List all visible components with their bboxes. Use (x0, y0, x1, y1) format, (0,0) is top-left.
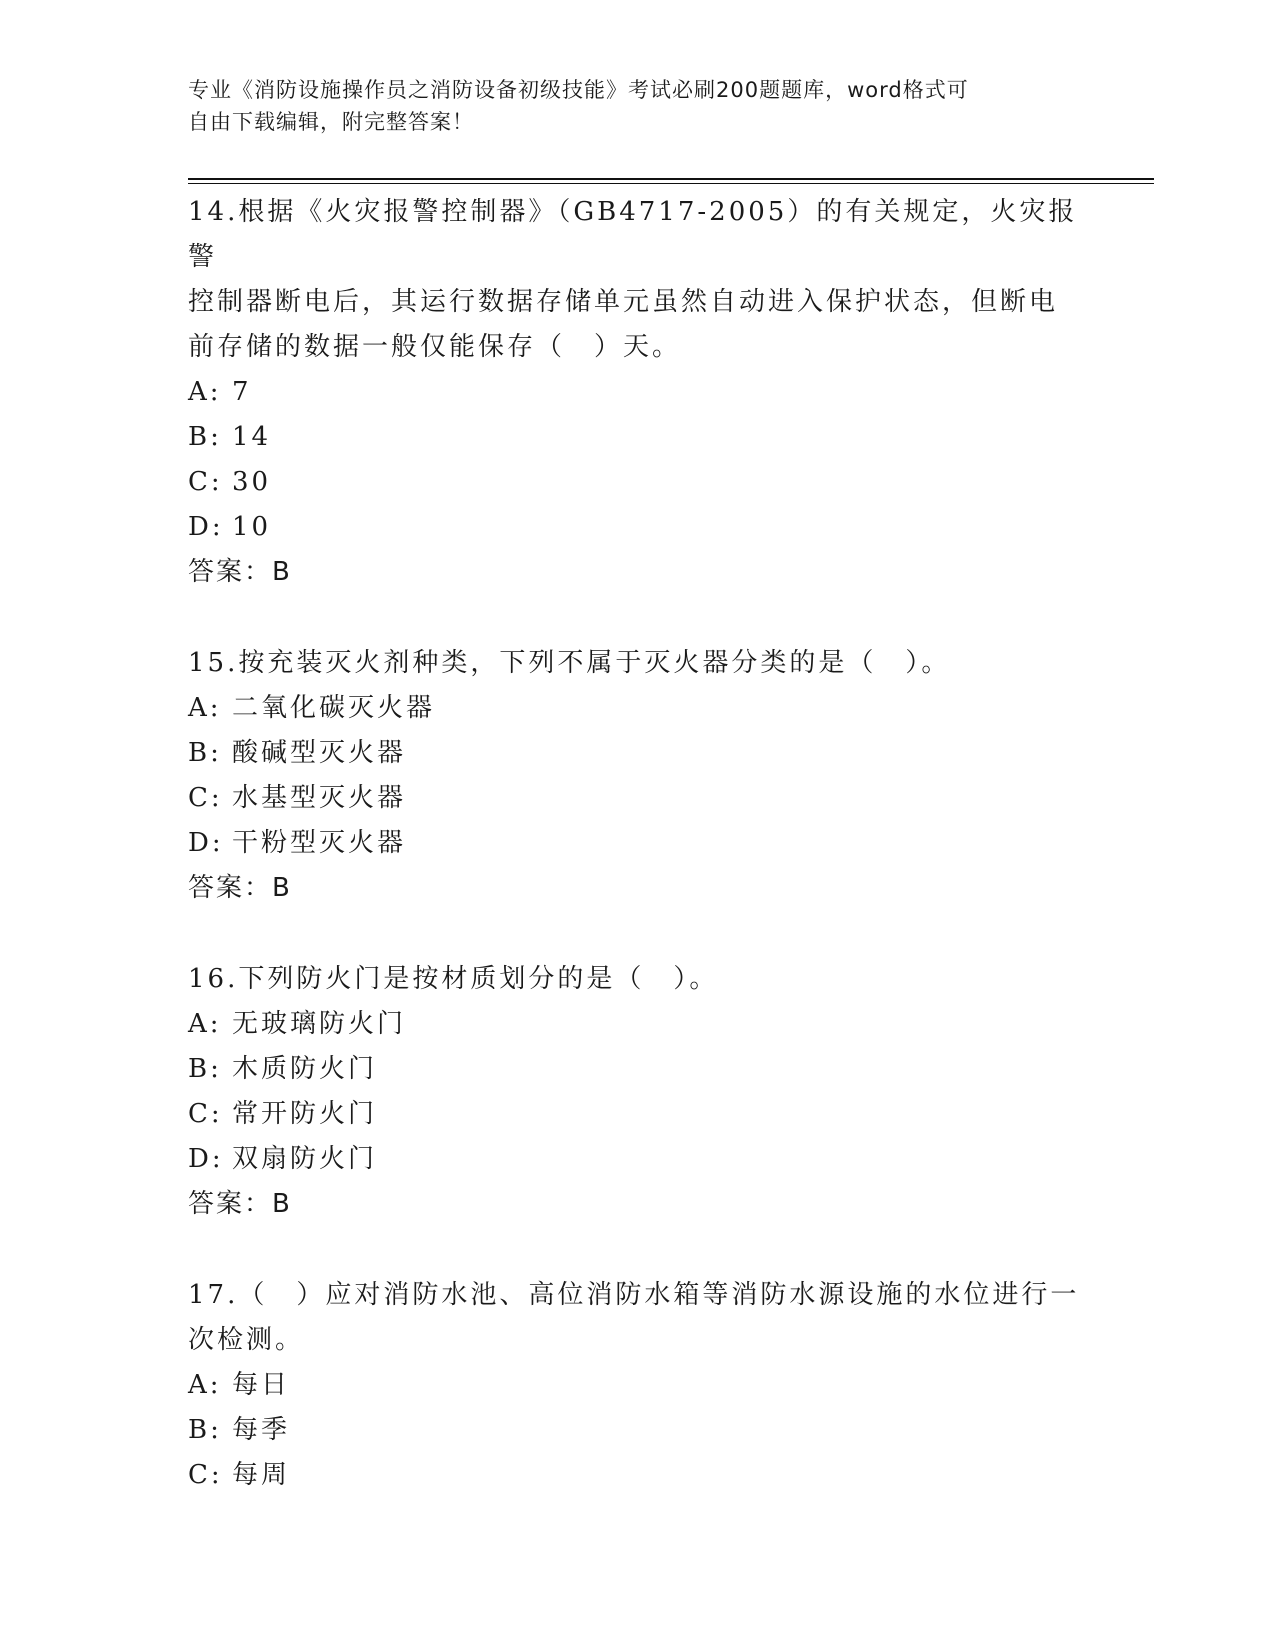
answer-line: 答案：B (188, 1189, 292, 1219)
option-text: 干粉型灭火器 (232, 828, 407, 858)
question-14 (188, 190, 1088, 595)
question-17 (188, 1273, 1088, 1498)
header-divider-thick (188, 178, 1154, 180)
option-d (188, 821, 1088, 866)
option-b (188, 1047, 1088, 1092)
option-text: 10 (232, 512, 272, 542)
question-text-line: 前存储的数据一般仅能保存（ ）天。 (188, 332, 682, 362)
option-c (188, 776, 1088, 821)
option-text: 双扇防火门 (232, 1144, 378, 1174)
option-letter: C: (188, 467, 223, 497)
option-text: 木质防火门 (232, 1054, 378, 1084)
question-15 (188, 641, 1088, 911)
option-text: 常开防火门 (232, 1099, 378, 1129)
option-b (188, 731, 1088, 776)
question-text-line: 15.按充装灭火剂种类，下列不属于灭火器分类的是（ ）。 (188, 648, 951, 678)
option-text: 无玻璃防火门 (232, 1009, 407, 1039)
option-letter: B: (188, 738, 222, 768)
option-letter: A: (188, 1009, 222, 1039)
option-d (188, 1137, 1088, 1182)
header-divider-thin (188, 183, 1154, 184)
option-letter: A: (188, 1370, 222, 1400)
option-letter: D: (188, 1144, 224, 1174)
question-16 (188, 957, 1088, 1227)
option-c (188, 460, 1088, 505)
option-letter: B: (188, 1054, 222, 1084)
option-letter: A: (188, 693, 222, 723)
option-text: 每季 (232, 1415, 291, 1445)
question-text-line: 16.下列防火门是按材质划分的是（ ）。 (188, 964, 719, 994)
header-line-2: 自由下载编辑，附完整答案！ (188, 110, 474, 134)
spacer (188, 1227, 1088, 1273)
option-b (188, 1408, 1088, 1453)
option-text: 每周 (232, 1460, 291, 1490)
spacer (188, 911, 1088, 957)
option-c (188, 1092, 1088, 1137)
option-text: 每日 (232, 1370, 291, 1400)
option-letter: B: (188, 1415, 222, 1445)
document-header (188, 74, 1088, 138)
option-letter: D: (188, 512, 224, 542)
question-text-line: 控制器断电后，其运行数据存储单元虽然自动进入保护状态，但断电 (188, 287, 1059, 317)
option-text: 7 (232, 377, 252, 407)
question-text-line: 17.（ ）应对消防水池、高位消防水箱等消防水源设施的水位进行一 (188, 1280, 1080, 1310)
question-text-line: 次检测。 (188, 1325, 305, 1355)
option-text: 酸碱型灭火器 (232, 738, 407, 768)
option-c (188, 1453, 1088, 1498)
question-list (188, 190, 1088, 1498)
spacer (188, 595, 1088, 641)
option-text: 30 (232, 467, 272, 497)
question-text-line: 14.根据《火灾报警控制器》（GB4717-2005）的有关规定，火灾报警 (188, 197, 1078, 272)
option-d (188, 505, 1088, 550)
option-letter: C: (188, 1460, 223, 1490)
option-letter: C: (188, 783, 223, 813)
option-a (188, 370, 1088, 415)
option-letter: A: (188, 377, 222, 407)
option-letter: D: (188, 828, 224, 858)
option-text: 二氧化碳灭火器 (232, 693, 436, 723)
option-b (188, 415, 1088, 460)
option-a (188, 1363, 1088, 1408)
option-letter: B: (188, 422, 222, 452)
option-text: 14 (232, 422, 272, 452)
option-text: 水基型灭火器 (232, 783, 407, 813)
option-a (188, 686, 1088, 731)
header-line-1: 专业《消防设施操作员之消防设备初级技能》考试必刷200题题库，word格式可 (188, 78, 969, 102)
option-a (188, 1002, 1088, 1047)
option-letter: C: (188, 1099, 223, 1129)
answer-line: 答案：B (188, 873, 292, 903)
answer-line: 答案：B (188, 557, 292, 587)
